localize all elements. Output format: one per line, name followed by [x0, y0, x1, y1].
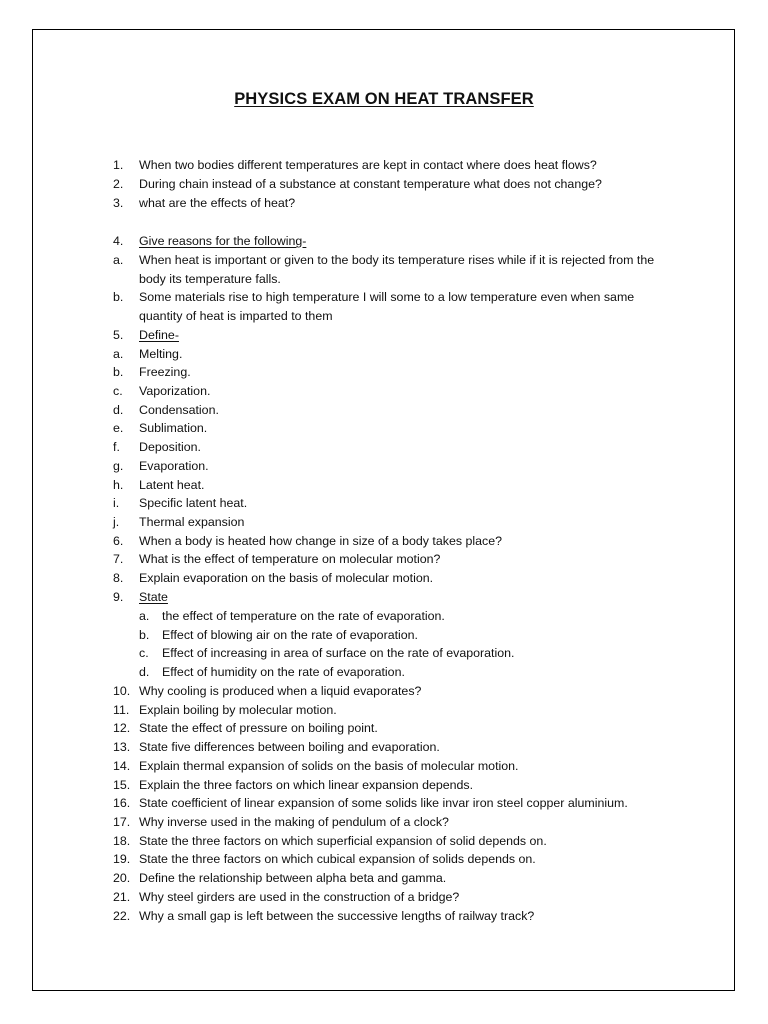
item-number: 3.: [113, 196, 124, 210]
item-number: 19.: [113, 852, 131, 866]
item-text: Explain evaporation on the basis of molecular motion.: [139, 571, 434, 585]
item-text: the effect of temperature on the rate of evaporation.: [162, 609, 445, 623]
item-text: Melting.: [139, 347, 183, 361]
item-number: b.: [113, 290, 124, 304]
item-heading: State: [139, 590, 168, 604]
item-number: 2.: [113, 177, 124, 191]
item-text: Explain boiling by molecular motion.: [139, 703, 337, 717]
item-text: Condensation.: [139, 403, 219, 417]
item-number: 17.: [113, 815, 131, 829]
item-text: Explain the three factors on which linear expansion depends.: [139, 778, 474, 792]
item-number: e.: [113, 421, 124, 435]
item-text: Sublimation.: [139, 421, 208, 435]
item-number: 9.: [113, 590, 124, 604]
item-text: Latent heat.: [139, 478, 205, 492]
item-text: Why steel girders are used in the construction of a bridge?: [139, 890, 460, 904]
item-number: a.: [113, 253, 124, 267]
item-text: Why a small gap is left between the successive lengths of railway track?: [139, 909, 535, 923]
item-text: State the three factors on which cubical expansion of solids depends on.: [139, 852, 536, 866]
item-number: h.: [113, 478, 124, 492]
item-text: Deposition.: [139, 440, 201, 454]
item-text: Why inverse used in the making of pendulum of a clock?: [139, 815, 449, 829]
item-text: Effect of increasing in area of surface on the rate of evaporation.: [162, 646, 515, 660]
item-number: 13.: [113, 740, 131, 754]
item-number: 15.: [113, 778, 131, 792]
item-text: When two bodies different temperatures are kept in contact where does heat flows?: [139, 158, 597, 172]
item-number: i.: [113, 496, 120, 510]
item-number: c.: [139, 646, 149, 660]
item-text: Effect of humidity on the rate of evaporation.: [162, 665, 405, 679]
item-number: b.: [113, 365, 124, 379]
item-text: Effect of blowing air on the rate of evaporation.: [162, 628, 419, 642]
item-text: State the three factors on which superficial expansion of solid depends on.: [139, 834, 547, 848]
item-number: 1.: [113, 158, 124, 172]
item-number: a.: [139, 609, 150, 623]
item-number: 21.: [113, 890, 131, 904]
item-number: b.: [139, 628, 150, 642]
item-text: Thermal expansion: [139, 515, 245, 529]
item-text: Explain thermal expansion of solids on the basis of molecular motion.: [139, 759, 519, 773]
item-number: 20.: [113, 871, 131, 885]
item-number: g.: [113, 459, 124, 473]
item-number: c.: [113, 384, 123, 398]
item-number: f.: [113, 440, 120, 454]
item-text: State coefficient of linear expansion of some solids like invar iron steel copper aluminium.: [139, 796, 628, 810]
item-number: 18.: [113, 834, 131, 848]
item-text: State the effect of pressure on boiling point.: [139, 721, 378, 735]
page-title: PHYSICS EXAM ON HEAT TRANSFER: [234, 90, 534, 108]
item-text: During chain instead of a substance at constant temperature what does not change?: [139, 177, 602, 191]
item-text: What is the effect of temperature on molecular motion?: [139, 552, 441, 566]
item-number: a.: [113, 347, 124, 361]
item-number: 5.: [113, 328, 124, 342]
item-number: 4.: [113, 234, 124, 248]
item-number: 11.: [113, 703, 130, 717]
item-text: When a body is heated how change in size of a body takes place?: [139, 534, 503, 548]
item-number: 6.: [113, 534, 124, 548]
item-text: Define the relationship between alpha beta and gamma.: [139, 871, 447, 885]
item-number: 12.: [113, 721, 131, 735]
item-number: 8.: [113, 571, 124, 585]
item-number: 10.: [113, 684, 131, 698]
item-text: Some materials rise to high temperature I will some to a low temperature even when same quantity of heat is imparted to them: [139, 290, 635, 323]
item-text: When heat is important or given to the body its temperature rises while if it is rejected from the body its temperature falls.: [139, 253, 655, 286]
item-number: d.: [139, 665, 150, 679]
item-text: Freezing.: [139, 365, 191, 379]
item-heading: Give reasons for the following-: [139, 234, 307, 248]
item-number: 7.: [113, 552, 124, 566]
item-text: Vaporization.: [139, 384, 211, 398]
item-text: Specific latent heat.: [139, 496, 248, 510]
item-number: 22.: [113, 909, 131, 923]
item-text: what are the effects of heat?: [139, 196, 296, 210]
item-text: Evaporation.: [139, 459, 209, 473]
item-heading: Define-: [139, 328, 179, 342]
item-number: 14.: [113, 759, 131, 773]
item-number: d.: [113, 403, 124, 417]
item-number: 16.: [113, 796, 131, 810]
item-text: State five differences between boiling and evaporation.: [139, 740, 440, 754]
item-number: j.: [113, 515, 120, 529]
item-text: Why cooling is produced when a liquid evaporates?: [139, 684, 422, 698]
